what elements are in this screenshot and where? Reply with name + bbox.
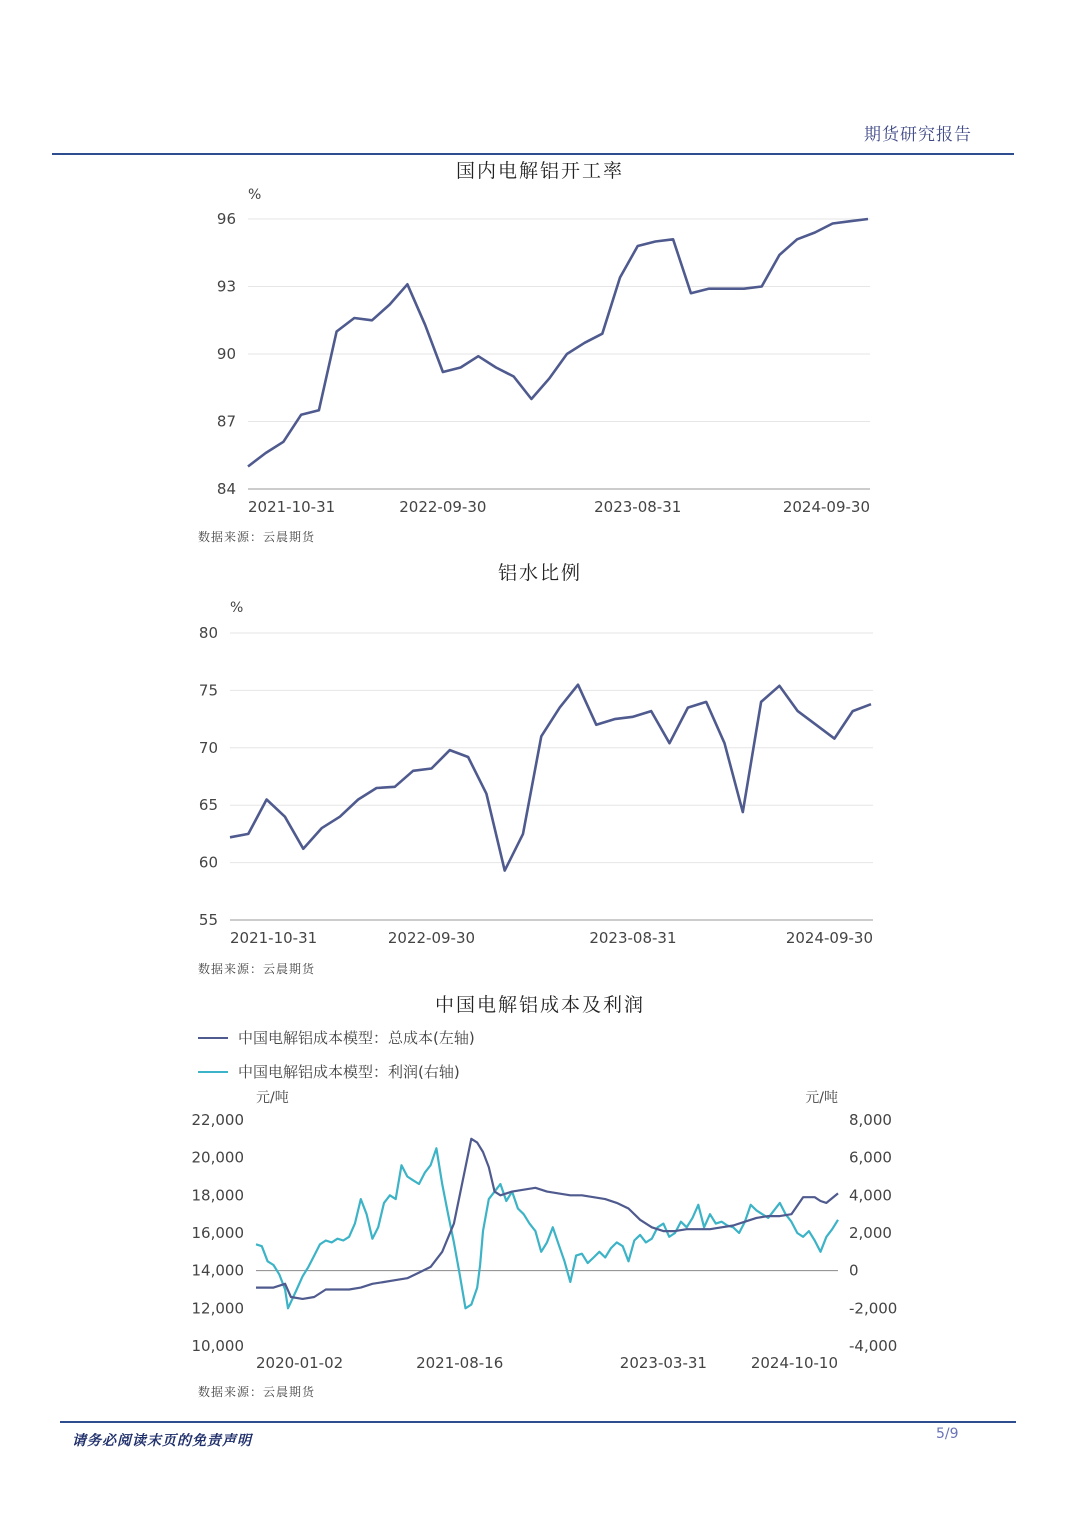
chart3-cost-profit xyxy=(0,1085,1080,1380)
legend-label-profit: 中国电解铝成本模型：利润(右轴) xyxy=(238,1063,460,1081)
chart3-legend-profit xyxy=(198,1061,460,1082)
page-number: 5/9 xyxy=(936,1426,959,1442)
left-y-tick-label: 10,000 xyxy=(191,1337,244,1355)
x-tick-label: 2023-03-31 xyxy=(619,1354,707,1372)
right-y-tick-label: 4,000 xyxy=(849,1186,892,1205)
series-line-0 xyxy=(230,685,871,871)
y-tick-label: 80 xyxy=(198,624,218,642)
left-y-tick-label: 14,000 xyxy=(191,1261,244,1280)
chart1-operating-rate xyxy=(0,180,1080,520)
right-y-tick-label: 6,000 xyxy=(849,1148,892,1167)
left-unit-label: 元/吨 xyxy=(256,1090,289,1106)
right-y-tick-label: -4,000 xyxy=(849,1337,898,1355)
report-header-title: 期货研究报告 xyxy=(864,125,972,145)
right-y-tick-label: 0 xyxy=(849,1261,859,1280)
legend-swatch-cost xyxy=(198,1037,228,1039)
legend-label-cost: 中国电解铝成本模型：总成本(左轴) xyxy=(238,1029,475,1047)
y-unit-label: % xyxy=(248,187,262,203)
x-tick-label: 2022-09-30 xyxy=(399,498,487,516)
header-rule xyxy=(52,153,1014,155)
footer-disclaimer: 请务必阅读末页的免责声明 xyxy=(72,1433,252,1449)
x-tick-label: 2020-01-02 xyxy=(256,1354,344,1372)
x-tick-label: 2023-08-31 xyxy=(594,498,682,516)
series-line-profit xyxy=(256,1148,838,1308)
y-tick-label: 84 xyxy=(216,480,236,498)
chart3-source: 数据来源：云晨期货 xyxy=(198,1385,316,1399)
chart1-source: 数据来源：云晨期货 xyxy=(198,530,316,544)
x-tick-label: 2021-08-16 xyxy=(416,1354,504,1372)
x-tick-label: 2021-10-31 xyxy=(230,929,318,947)
y-tick-label: 75 xyxy=(198,681,218,700)
left-y-tick-label: 20,000 xyxy=(191,1148,244,1167)
y-tick-label: 55 xyxy=(198,911,218,929)
y-tick-label: 87 xyxy=(216,412,236,431)
x-tick-label: 2024-10-10 xyxy=(750,1354,838,1372)
series-line-total-cost xyxy=(256,1139,838,1299)
y-tick-label: 60 xyxy=(198,853,218,872)
y-tick-label: 70 xyxy=(198,738,218,757)
y-unit-label: % xyxy=(230,600,244,616)
chart1-title: 国内电解铝开工率 xyxy=(455,160,624,182)
y-tick-label: 90 xyxy=(216,345,236,363)
footer-rule xyxy=(60,1421,1016,1423)
series-line-0 xyxy=(248,219,868,467)
chart2-molten-aluminum-ratio xyxy=(0,590,1080,952)
x-tick-label: 2024-09-30 xyxy=(782,498,870,516)
left-y-tick-label: 22,000 xyxy=(191,1111,244,1129)
left-y-tick-label: 18,000 xyxy=(191,1186,244,1205)
chart2-source: 数据来源：云晨期货 xyxy=(198,962,316,976)
left-y-tick-label: 16,000 xyxy=(191,1224,244,1242)
chart3-legend-cost xyxy=(198,1027,475,1048)
left-y-tick-label: 12,000 xyxy=(191,1299,244,1318)
right-y-tick-label: 8,000 xyxy=(849,1111,892,1129)
chart2-title: 铝水比例 xyxy=(497,562,582,584)
y-tick-label: 96 xyxy=(216,210,236,228)
x-tick-label: 2022-09-30 xyxy=(387,929,476,947)
legend-swatch-profit xyxy=(198,1071,228,1073)
y-tick-label: 93 xyxy=(216,277,236,296)
x-tick-label: 2023-08-31 xyxy=(589,929,677,947)
x-tick-label: 2024-09-30 xyxy=(785,929,873,947)
y-tick-label: 65 xyxy=(198,796,218,815)
right-y-tick-label: -2,000 xyxy=(849,1299,898,1318)
chart3-title: 中国电解铝成本及利润 xyxy=(434,994,645,1016)
right-unit-label: 元/吨 xyxy=(805,1090,838,1106)
x-tick-label: 2021-10-31 xyxy=(248,498,336,516)
right-y-tick-label: 2,000 xyxy=(849,1224,892,1242)
